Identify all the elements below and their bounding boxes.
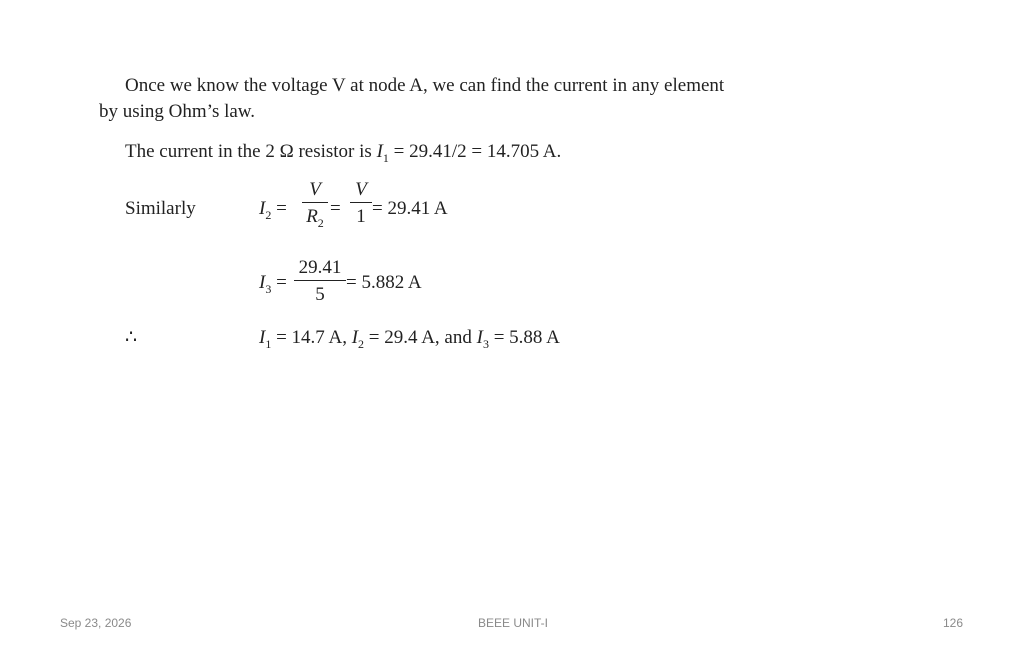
similarly-label: Similarly xyxy=(125,198,196,219)
i2-lhs xyxy=(259,198,287,222)
final-i3-subscript: 3 xyxy=(482,337,489,351)
paragraph-line-2: by using Ohm’s law. xyxy=(99,101,256,122)
i3-result: = 5.882 A xyxy=(346,272,422,293)
i2-fraction-2 xyxy=(350,180,372,226)
i2-equals-1: = xyxy=(271,198,287,219)
i3-subscript: 3 xyxy=(265,282,272,296)
i3-fraction-numerator: 29.41 xyxy=(298,257,342,278)
i2-fraction-2-numerator: V xyxy=(355,179,367,200)
i2-result: = 29.41 A xyxy=(372,198,448,219)
final-currents xyxy=(259,327,560,351)
i3-equals: = xyxy=(271,272,287,293)
i2-fraction-1-denominator: R xyxy=(306,206,318,227)
final-i2-value: = 29.4 A, and xyxy=(364,327,477,348)
footer-date: Sep 23, 2026 xyxy=(60,616,132,630)
final-i2-symbol: I xyxy=(351,327,359,348)
i3-fraction-denominator: 5 xyxy=(315,284,325,305)
i2-fraction-1 xyxy=(302,179,328,230)
i2-fraction-2-denominator: 1 xyxy=(356,206,366,227)
i2-fraction-1-denominator-subscript: 2 xyxy=(317,216,324,230)
final-i3-symbol: I xyxy=(476,327,483,348)
i3-symbol: I xyxy=(259,272,266,293)
footer-page-number: 126 xyxy=(943,616,964,630)
final-i2-subscript: 2 xyxy=(358,337,365,351)
i3-lhs xyxy=(259,272,287,296)
paragraph-line-1: Once we know the voltage V at node A, we can find the current in any element xyxy=(125,75,725,96)
final-i1-symbol: I xyxy=(259,327,266,348)
i2-subscript: 2 xyxy=(265,208,272,222)
i1-text: The current in the 2 Ω resistor is xyxy=(125,141,372,162)
i1-symbol: I xyxy=(376,141,383,162)
i1-value: = 29.41/2 = 14.705 A. xyxy=(388,141,562,162)
final-i1-value: = 14.7 A, xyxy=(271,327,352,348)
i2-symbol: I xyxy=(259,198,266,219)
current-i1-statement xyxy=(125,141,562,165)
footer-title: BEEE UNIT-I xyxy=(478,616,549,630)
final-i3-value: = 5.88 A xyxy=(488,327,560,348)
final-i1-subscript: 1 xyxy=(265,337,272,351)
therefore-symbol: ∴ xyxy=(125,327,138,348)
i3-fraction xyxy=(294,258,346,304)
i2-fraction-1-numerator: V xyxy=(309,179,321,200)
i1-subscript: 1 xyxy=(382,151,389,165)
i2-equals-2: = xyxy=(330,198,341,219)
